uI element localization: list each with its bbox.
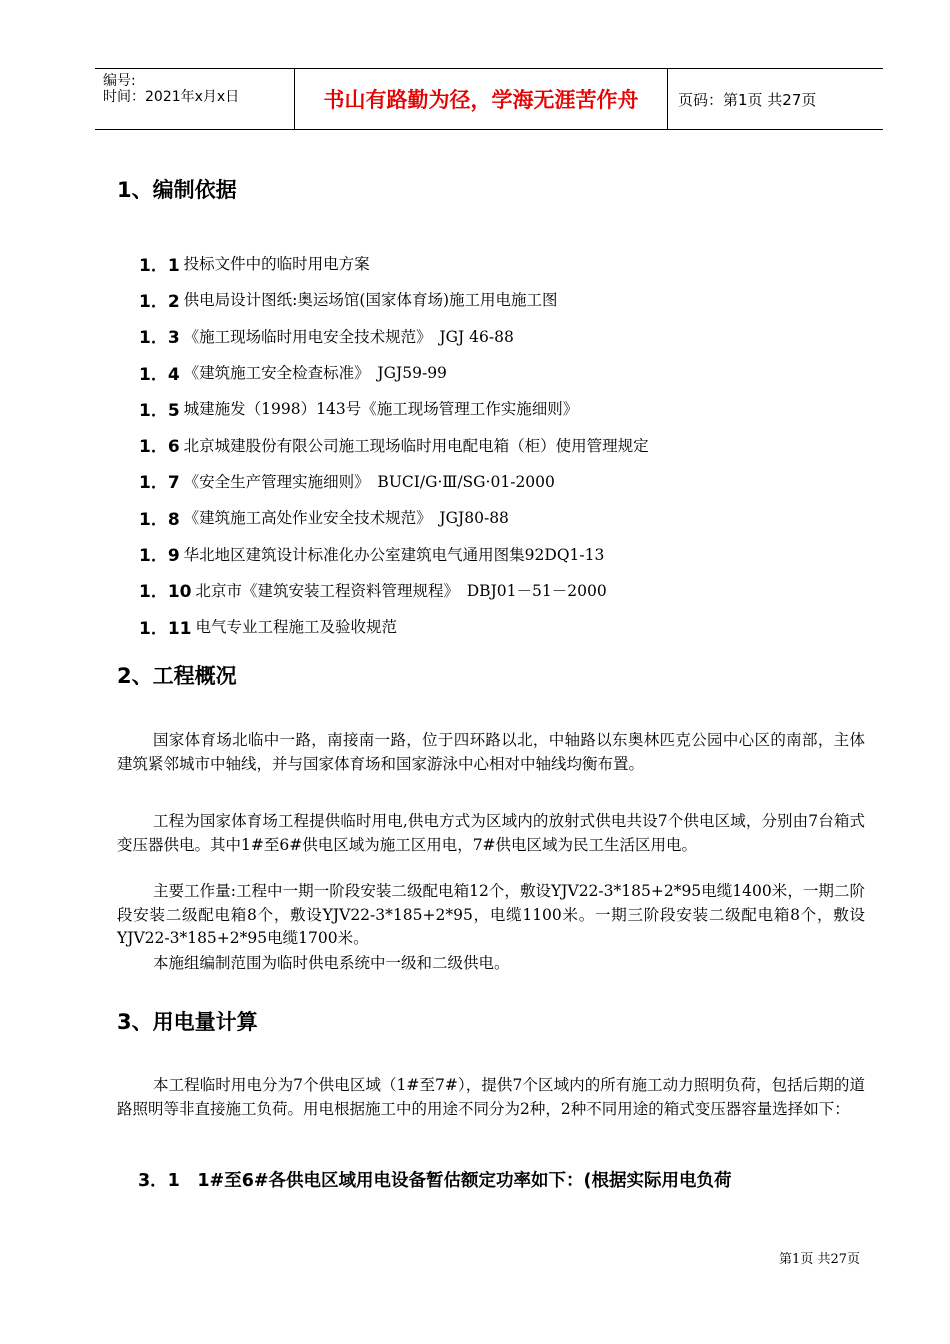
- header-page-info: 页码：第1页 共27页: [678, 90, 817, 109]
- item-text: 华北地区建筑设计标准化办公室建筑电气通用图集92DQ1-13: [183, 545, 605, 564]
- list-item: [139, 463, 649, 499]
- item-number: 1．3: [139, 328, 180, 349]
- list-item: [139, 535, 649, 571]
- number-label: 编号:: [103, 73, 136, 89]
- basis-list: [139, 245, 649, 644]
- calc-paragraph: 本工程临时用电分为7个供电区域（1#至7#），提供7个区域内的所有施工动力照明负荷，包括后期的道路照明等非直接施工负荷。用电根据施工中的用途不同分为2种，2种不同用途的箱式变压器容量选择如下：: [117, 1076, 865, 1118]
- list-item: [139, 354, 649, 390]
- item-number: 1．5: [139, 400, 180, 421]
- item-text: 《建筑施工安全检查标准》 JGJ59-99: [183, 364, 447, 383]
- item-number: 1．7: [139, 473, 180, 494]
- list-item: [139, 390, 649, 426]
- page-footer: 第1页 共27页: [779, 1252, 860, 1267]
- list-item: [139, 245, 649, 281]
- item-number: 1．2: [139, 291, 180, 312]
- item-text: 北京市《建筑安装工程资料管理规程》 DBJ01－51－2000: [195, 581, 607, 600]
- item-text: 投标文件中的临时用电方案: [183, 255, 370, 274]
- item-text: 供电局设计图纸:奥运场馆(国家体育场)施工用电施工图: [183, 291, 558, 310]
- header-motto: 书山有路勤为径，学海无涯苦作舟: [295, 69, 668, 129]
- item-number: 1．10: [139, 582, 192, 603]
- section-title-overview: 2、工程概况: [117, 664, 237, 688]
- overview-paragraph-workload: 主要工作量:工程中一期一阶段安装二级配电箱12个，敷设YJV22-3*185+2*95电缆1400米，一期二阶段安装二级配电箱8个，敷设YJV22-3*185+2*95，电缆1100米。一期三阶段安装二级配电箱8个，敷设YJV22-3*185+2*95电缆1700米。: [117, 882, 865, 947]
- item-text: 电气专业工程施工及验收规范: [195, 618, 398, 637]
- overview-paragraph-supply: 工程为国家体育场工程提供临时用电,供电方式为区域内的放射式供电共设7个供电区域，分别由7台箱式变压器供电。其中1#至6#供电区域为施工区用电，7#供电区域为民工生活区用电。: [117, 812, 865, 854]
- list-item: [139, 318, 649, 354]
- section-title-calc: 3、用电量计算: [117, 1010, 258, 1034]
- item-number: 1．9: [139, 546, 180, 567]
- list-item: [139, 426, 649, 462]
- list-item: [139, 572, 649, 608]
- item-text: 北京城建股份有限公司施工现场临时用电配电箱（柜）使用管理规定: [183, 436, 649, 455]
- subsection-title: 3．1 1#至6#各供电区域用电设备暂估额定功率如下：(根据实际用电负荷: [138, 1171, 732, 1191]
- header-left-cell: [95, 69, 295, 129]
- item-number: 1．6: [139, 437, 180, 458]
- time-label: 时间：2021年x月x日: [103, 89, 240, 105]
- section-title-basis: 1、编制依据: [117, 178, 237, 202]
- item-text: 《施工现场临时用电安全技术规范》 JGJ 46-88: [183, 327, 514, 346]
- item-number: 1．1: [139, 255, 180, 276]
- item-number: 1．4: [139, 364, 180, 385]
- item-text: 城建施发（1998）143号《施工现场管理工作实施细则》: [183, 400, 579, 419]
- overview-paragraph-location: 国家体育场北临中一路，南接南一路，位于四环路以北，中轴路以东奥林匹克公园中心区的南部，主体建筑紧邻城市中轴线，并与国家体育场和国家游泳中心相对中轴线均衡布置。: [117, 731, 865, 773]
- overview-paragraph-scope: 本施组编制范围为临时供电系统中一级和二级供电。: [153, 954, 510, 972]
- list-item: [139, 281, 649, 317]
- list-item: [139, 608, 649, 644]
- item-text: 《建筑施工高处作业安全技术规范》 JGJ80-88: [183, 509, 509, 528]
- item-number: 1．8: [139, 509, 180, 530]
- item-number: 1．11: [139, 618, 192, 639]
- page-header: [95, 68, 883, 130]
- list-item: [139, 499, 649, 535]
- item-text: 《安全生产管理实施细则》 BUCI/G·Ⅲ/SG·01-2000: [183, 472, 555, 491]
